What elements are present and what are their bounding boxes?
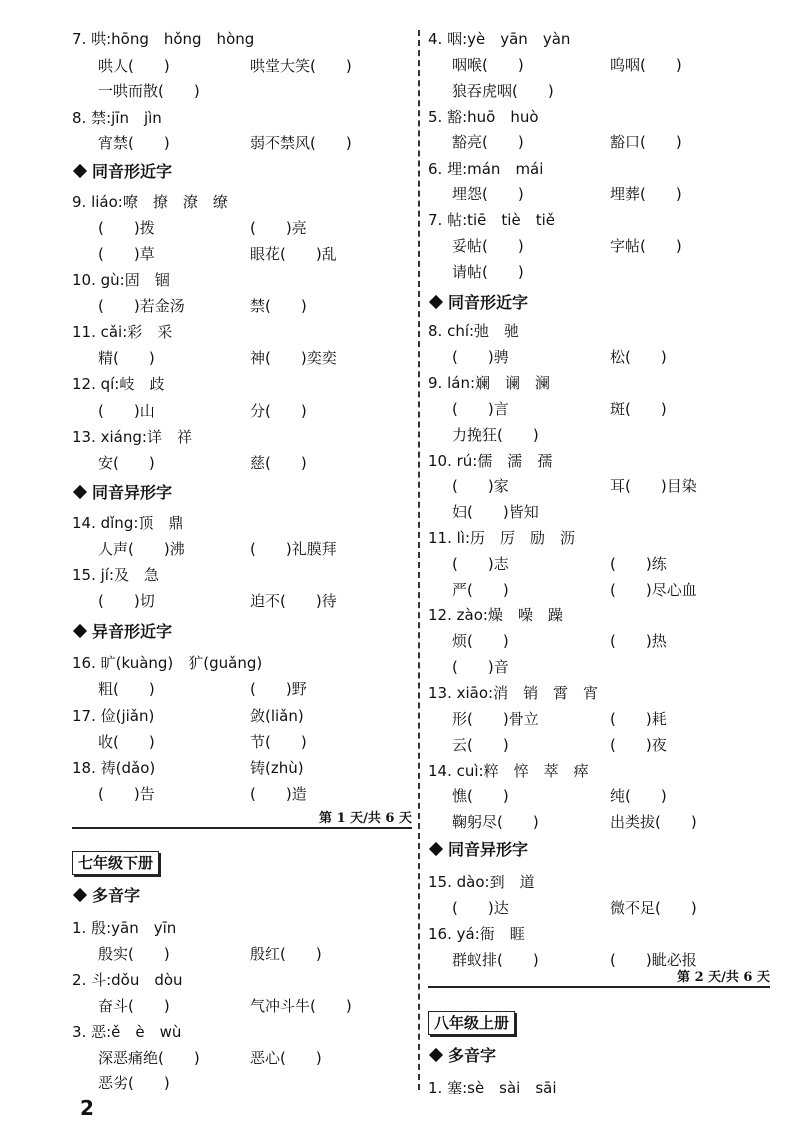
diamond-bullet-icon xyxy=(429,295,443,309)
exercise-line-second: 斑( ) xyxy=(610,400,667,418)
exercise-line: ( )山 xyxy=(98,402,155,420)
section-heading xyxy=(72,483,172,503)
exercise-line: 哄人( ) xyxy=(98,57,170,75)
exercise-line: ( )言 xyxy=(452,400,509,418)
exercise-line: 10. gù:固 锢 xyxy=(72,271,170,289)
section-heading xyxy=(428,1046,496,1066)
grade-label-box: 七年级下册 xyxy=(72,851,159,875)
exercise-line-second: 弱不禁风( ) xyxy=(250,134,352,152)
exercise-line: ( )草 xyxy=(98,245,155,263)
exercise-line: 7. 帖:tiē tiè tiě xyxy=(428,211,555,229)
exercise-line: 奋斗( ) xyxy=(98,997,170,1015)
exercise-line-second: ( )热 xyxy=(610,632,667,650)
exercise-line: 8. 禁:jīn jìn xyxy=(72,109,162,127)
diamond-bullet-icon xyxy=(73,164,87,178)
exercise-line-second: ( )尽心血 xyxy=(610,581,697,599)
exercise-line-second: ( )练 xyxy=(610,555,667,573)
section-title: 异音形近字 xyxy=(92,622,173,641)
exercise-line: 11. lì:历 厉 励 沥 xyxy=(428,529,576,547)
exercise-line: 严( ) xyxy=(452,581,509,599)
grade-label-box: 八年级上册 xyxy=(428,1011,515,1035)
exercise-line: ( )若金汤 xyxy=(98,297,185,315)
exercise-line: 13. xiāo:消 销 霄 宵 xyxy=(428,684,599,702)
exercise-line: 埋怨( ) xyxy=(452,185,524,203)
exercise-line: 16. 旷(kuàng) 犷(guǎng) xyxy=(72,654,263,672)
exercise-line-second: ( )眦必报 xyxy=(610,951,697,969)
exercise-line-second: 殷红( ) xyxy=(250,945,322,963)
diamond-bullet-icon xyxy=(73,888,87,902)
section-title: 多音字 xyxy=(92,886,141,905)
exercise-line: 1. 殷:yān yīn xyxy=(72,919,177,937)
section-title: 同音异形字 xyxy=(92,483,173,502)
exercise-line: 8. chí:弛 驰 xyxy=(428,322,520,340)
diamond-bullet-icon xyxy=(429,1048,443,1062)
exercise-line: 10. rú:儒 濡 孺 xyxy=(428,452,553,470)
exercise-line: 憔( ) xyxy=(452,787,509,805)
exercise-line-second: ( )野 xyxy=(250,680,307,698)
exercise-line: 精( ) xyxy=(98,349,155,367)
exercise-line: 12. qí:岐 歧 xyxy=(72,375,165,393)
exercise-line: 形( )骨立 xyxy=(452,710,539,728)
exercise-line: 烦( ) xyxy=(452,632,509,650)
exercise-line-second: ( )礼膜拜 xyxy=(250,540,337,558)
exercise-line: 6. 埋:mán mái xyxy=(428,160,544,178)
day-progress-label: 第 2 天/共 6 天 xyxy=(677,970,770,985)
exercise-line-second: 慈( ) xyxy=(250,454,307,472)
exercise-line: 深恶痛绝( ) xyxy=(98,1049,200,1067)
exercise-line-second: 神( )奕奕 xyxy=(250,349,337,367)
exercise-line: 妥帖( ) xyxy=(452,237,524,255)
exercise-line: 咽喉( ) xyxy=(452,56,524,74)
exercise-line: 狼吞虎咽( ) xyxy=(452,82,554,100)
exercise-line: 3. 恶:ě è wù xyxy=(72,1023,182,1041)
exercise-line: 14. dǐng:顶 鼎 xyxy=(72,514,184,532)
section-heading xyxy=(428,840,528,860)
exercise-line-second: 迫不( )待 xyxy=(250,592,337,610)
exercise-line-second: 哄堂大笑( ) xyxy=(250,57,352,75)
exercise-line: 恶劣( ) xyxy=(98,1074,170,1092)
exercise-line: ( )音 xyxy=(452,658,509,676)
exercise-line-second: 微不足( ) xyxy=(610,899,697,917)
exercise-line-second: 呜咽( ) xyxy=(610,56,682,74)
exercise-line: ( )志 xyxy=(452,555,509,573)
section-title: 多音字 xyxy=(448,1046,497,1065)
exercise-line: 14. cuì:粹 悴 萃 瘁 xyxy=(428,762,589,780)
exercise-line: ( )骋 xyxy=(452,348,509,366)
exercise-line-second: 松( ) xyxy=(610,348,667,366)
exercise-line: ( )拨 xyxy=(98,219,155,237)
exercise-line: 妇( )皆知 xyxy=(452,503,539,521)
day-progress-label: 第 1 天/共 6 天 xyxy=(319,811,412,826)
exercise-line: 13. xiáng:详 祥 xyxy=(72,428,192,446)
section-title: 同音异形字 xyxy=(448,840,529,859)
exercise-line: 群蚁排( ) xyxy=(452,951,539,969)
exercise-line-second: 出类拔( ) xyxy=(610,813,697,831)
exercise-line: 力挽狂( ) xyxy=(452,426,539,444)
exercise-line: ( )切 xyxy=(98,592,155,610)
exercise-line: 2. 斗:dǒu dòu xyxy=(72,971,183,989)
exercise-line-second: ( )夜 xyxy=(610,736,667,754)
exercise-line: ( )达 xyxy=(452,899,509,917)
section-heading xyxy=(72,886,140,906)
exercise-line: 15. dào:到 道 xyxy=(428,873,535,891)
exercise-line-second: 纯( ) xyxy=(610,787,667,805)
diamond-bullet-icon xyxy=(73,624,87,638)
exercise-line-second: 分( ) xyxy=(250,402,307,420)
exercise-line: 收( ) xyxy=(98,733,155,751)
exercise-line-second: 气冲斗牛( ) xyxy=(250,997,352,1015)
exercise-line-second: 恶心( ) xyxy=(250,1049,322,1067)
exercise-line-second: 豁口( ) xyxy=(610,133,682,151)
exercise-line: 豁亮( ) xyxy=(452,133,524,151)
exercise-line: 9. liáo:嘹 撩 潦 缭 xyxy=(72,193,228,211)
section-heading xyxy=(72,622,172,642)
exercise-line: 安( ) xyxy=(98,454,155,472)
section-title: 同音形近字 xyxy=(448,293,529,312)
exercise-line: 云( ) xyxy=(452,736,509,754)
exercise-line: 7. 哄:hōng hǒng hòng xyxy=(72,30,255,48)
exercise-line: 5. 豁:huō huò xyxy=(428,108,539,126)
exercise-line-second: 铸(zhù) xyxy=(250,759,304,777)
exercise-line: 11. cǎi:彩 采 xyxy=(72,323,173,341)
exercise-line-second: 敛(liǎn) xyxy=(250,707,304,725)
exercise-line: 1. 塞:sè sài sāi xyxy=(428,1079,557,1097)
exercise-line: 一哄而散( ) xyxy=(98,82,200,100)
exercise-line-second: 眼花( )乱 xyxy=(250,245,337,263)
exercise-line-second: ( )耗 xyxy=(610,710,667,728)
exercise-line-second: 节( ) xyxy=(250,733,307,751)
exercise-line: 宵禁( ) xyxy=(98,134,170,152)
exercise-line: 15. jí:及 急 xyxy=(72,566,160,584)
section-heading xyxy=(72,162,172,182)
exercise-line: 人声( )沸 xyxy=(98,540,185,558)
exercise-line: 18. 祷(dǎo) xyxy=(72,759,156,777)
exercise-line: 鞠躬尽( ) xyxy=(452,813,539,831)
exercise-line: 17. 俭(jiǎn) xyxy=(72,707,155,725)
exercise-line: 4. 咽:yè yān yàn xyxy=(428,30,571,48)
exercise-line: 粗( ) xyxy=(98,680,155,698)
exercise-line: 9. lán:斓 谰 澜 xyxy=(428,374,551,392)
exercise-line-second: 埋葬( ) xyxy=(610,185,682,203)
exercise-line-second: ( )亮 xyxy=(250,219,307,237)
exercise-line: 16. yá:衙 睚 xyxy=(428,925,525,943)
exercise-line-second: 禁( ) xyxy=(250,297,307,315)
exercise-line: 请帖( ) xyxy=(452,263,524,281)
day-divider-line xyxy=(428,986,770,988)
column-divider xyxy=(418,30,420,1090)
diamond-bullet-icon xyxy=(73,485,87,499)
exercise-line: ( )家 xyxy=(452,477,509,495)
exercise-line-second: 字帖( ) xyxy=(610,237,682,255)
page-number: 2 xyxy=(80,1096,94,1120)
section-title: 同音形近字 xyxy=(92,162,173,181)
exercise-line-second: ( )造 xyxy=(250,785,307,803)
day-divider-line xyxy=(72,827,412,829)
exercise-line: 12. zào:燥 噪 躁 xyxy=(428,606,563,624)
section-heading xyxy=(428,293,528,313)
diamond-bullet-icon xyxy=(429,842,443,856)
exercise-line: ( )告 xyxy=(98,785,155,803)
exercise-line-second: 耳( )目染 xyxy=(610,477,697,495)
exercise-line: 殷实( ) xyxy=(98,945,170,963)
